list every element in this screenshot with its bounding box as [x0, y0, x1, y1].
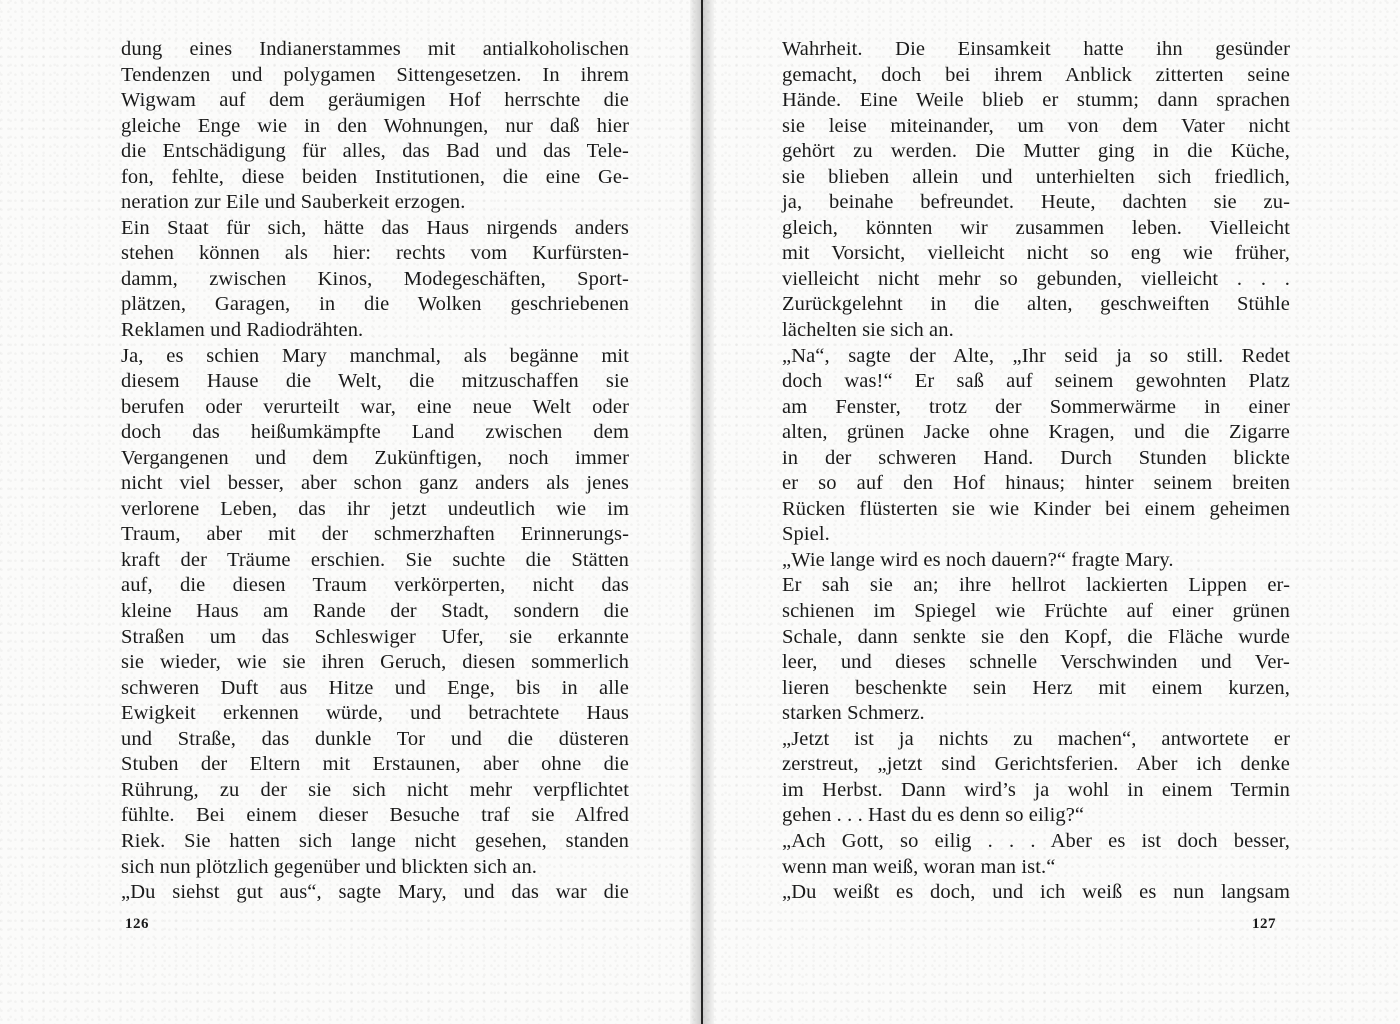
text-line: kleine Haus am Rande der Stadt, sondern die: [121, 600, 629, 623]
text-line: Ein Staat für sich, hätte das Haus nirgends anders: [121, 216, 629, 239]
text-line: sie blieben allein und unterhielten sich friedlich,: [782, 165, 1290, 188]
text-line: gemacht, doch bei ihrem Anblick zitterten seine: [782, 63, 1290, 86]
text-line: „Du weißt es doch, und ich weiß es nun langsam: [782, 881, 1290, 904]
text-line: diesem Hause die Welt, die mitzuschaffen sie: [121, 370, 629, 393]
text-line: doch das heißumkämpfte Land zwischen dem: [121, 421, 629, 444]
text-line: starken Schmerz.: [782, 702, 925, 725]
text-line: schienen im Spiegel wie Früchte auf einer grünen: [782, 600, 1290, 623]
left-page: [0, 0, 698, 1024]
text-line: „Na“, sagte der Alte, „Ihr seid ja so still. Redet: [782, 344, 1290, 367]
gutter-fold-line: [701, 0, 703, 1024]
text-line: leer, und dieses schnelle Verschwinden und Ver-: [782, 651, 1290, 674]
text-line: doch was!“ Er saß auf seinem gewohnten Platz: [782, 370, 1290, 393]
text-line: sie wieder, wie sie ihren Geruch, diesen sommerlich: [121, 651, 629, 674]
text-line: schweren Duft aus Hitze und Enge, bis in alle: [121, 676, 629, 699]
text-line: Wahrheit. Die Einsamkeit hatte ihn gesünder: [782, 38, 1290, 60]
text-line: Ewigkeit erkennen würde, und betrachtete Haus: [121, 702, 629, 725]
text-line: gleiche Enge wie in den Wohnungen, nur daß hier: [121, 114, 629, 137]
text-line: Zurückgelehnt in die alten, geschweiften Stühle: [782, 293, 1290, 316]
text-line: mit Vorsicht, vielleicht nicht so eng wie früher,: [782, 242, 1290, 265]
text-line: Traum, aber mit der schmerzhaften Erinnerungs-: [121, 523, 629, 546]
text-line: sich nun plötzlich gegenüber und blickten sich an.: [121, 855, 538, 878]
text-line: Rührung, zu der sie sich nicht mehr verpflichtet: [121, 778, 629, 801]
text-line: gleich, könnten wir zusammen leben. Vielleicht: [782, 216, 1290, 239]
text-line: damm, zwischen Kinos, Modegeschäften, Sport-: [121, 267, 629, 290]
text-line: „Jetzt ist ja nichts zu machen“, antwortete er: [782, 727, 1290, 750]
text-line: dung eines Indianerstammes mit antialkoholischen: [121, 38, 629, 60]
text-line: Wigwam auf dem geräumigen Hof herrschte die: [121, 89, 629, 112]
text-line: „Ach Gott, so eilig . . . Aber es ist doch besser,: [782, 829, 1290, 852]
text-line: wenn man weiß, woran man ist.“: [782, 855, 1056, 878]
text-line: lieren beschenkte sein Herz mit einem kurzen,: [782, 676, 1290, 699]
text-line: zerstreut, „jetzt sind Gerichtsferien. Aber ich denke: [782, 753, 1290, 776]
text-line: Stuben der Eltern mit Erstaunen, aber ohne die: [121, 753, 629, 776]
text-line: im Herbst. Dann wird’s ja wohl in einem Termin: [782, 778, 1290, 801]
text-line: „Wie lange wird es noch dauern?“ fragte Mary.: [782, 548, 1174, 571]
text-line: Straßen um das Schleswiger Ufer, sie erkannte: [121, 625, 629, 648]
text-line: Spiel.: [782, 523, 830, 546]
text-line: Hände. Eine Weile blieb er stumm; dann sprachen: [782, 89, 1290, 112]
left-page-number: 126: [125, 916, 149, 932]
text-line: nicht viel besser, aber schon ganz anders als jenes: [121, 472, 629, 495]
right-page-number: 127: [1252, 916, 1276, 932]
text-line: „Du siehst gut aus“, sagte Mary, und das war die: [121, 881, 629, 904]
text-line: sie leise miteinander, um von dem Vater nicht: [782, 114, 1290, 137]
text-line: die Entschädigung für alles, das Bad und das Tele-: [121, 140, 629, 163]
text-line: alten, grünen Jacke ohne Kragen, und die Zigarre: [782, 421, 1290, 444]
text-line: verlorene Leben, das ihr jetzt undeutlich wie im: [121, 497, 629, 520]
left-page-text: [121, 37, 629, 906]
text-line: Ja, es schien Mary manchmal, als begänne mit: [121, 344, 629, 367]
text-line: gehen . . . Hast du es denn so eilig?“: [782, 804, 1085, 827]
text-line: fühlte. Bei einem dieser Besuche traf sie Alfred: [121, 804, 629, 827]
text-line: Riek. Sie hatten sich lange nicht gesehen, standen: [121, 829, 629, 852]
text-line: gehört zu werden. Die Mutter ging in die Küche,: [782, 140, 1290, 163]
text-line: Er sah sie an; ihre hellrot lackierten Lippen er-: [782, 574, 1290, 597]
text-line: und Straße, das dunkle Tor und die düsteren: [121, 727, 629, 750]
text-line: Tendenzen und polygamen Sittengesetzen. In ihrem: [121, 63, 629, 86]
text-line: auf, die diesen Traum verkörperten, nicht das: [121, 574, 629, 597]
right-page-text: [782, 37, 1290, 906]
text-line: plätzen, Garagen, in die Wolken geschriebenen: [121, 293, 629, 316]
text-line: berufen oder verurteilt war, eine neue Welt oder: [121, 395, 629, 418]
text-line: kraft der Träume erschien. Sie suchte die Stätten: [121, 548, 629, 571]
text-line: in der schweren Hand. Durch Stunden blickte: [782, 446, 1290, 469]
text-line: stehen können als hier: rechts vom Kurfürsten-: [121, 242, 629, 265]
text-line: am Fenster, trotz der Sommerwärme in einer: [782, 395, 1290, 418]
text-line: Vergangenen und dem Zukünftigen, noch immer: [121, 446, 629, 469]
text-line: er so auf den Hof hinaus; hinter seinem breiten: [782, 472, 1290, 495]
text-line: vielleicht nicht mehr so gebunden, vielleicht . . .: [782, 267, 1290, 290]
text-line: neration zur Eile und Sauberkeit erzogen.: [121, 191, 466, 214]
text-line: lächelten sie sich an.: [782, 319, 954, 342]
text-line: fon, fehlte, diese beiden Institutionen, die eine Ge-: [121, 165, 629, 188]
text-line: Rücken flüsterten sie wie Kinder bei einem geheimen: [782, 497, 1290, 520]
text-line: ja, beinahe befreundet. Heute, dachten sie zu-: [782, 191, 1290, 214]
right-page: [706, 0, 1400, 1024]
text-line: Schale, dann senkte sie den Kopf, die Fläche wurde: [782, 625, 1290, 648]
text-line: Reklamen und Radiodrähten.: [121, 319, 364, 342]
